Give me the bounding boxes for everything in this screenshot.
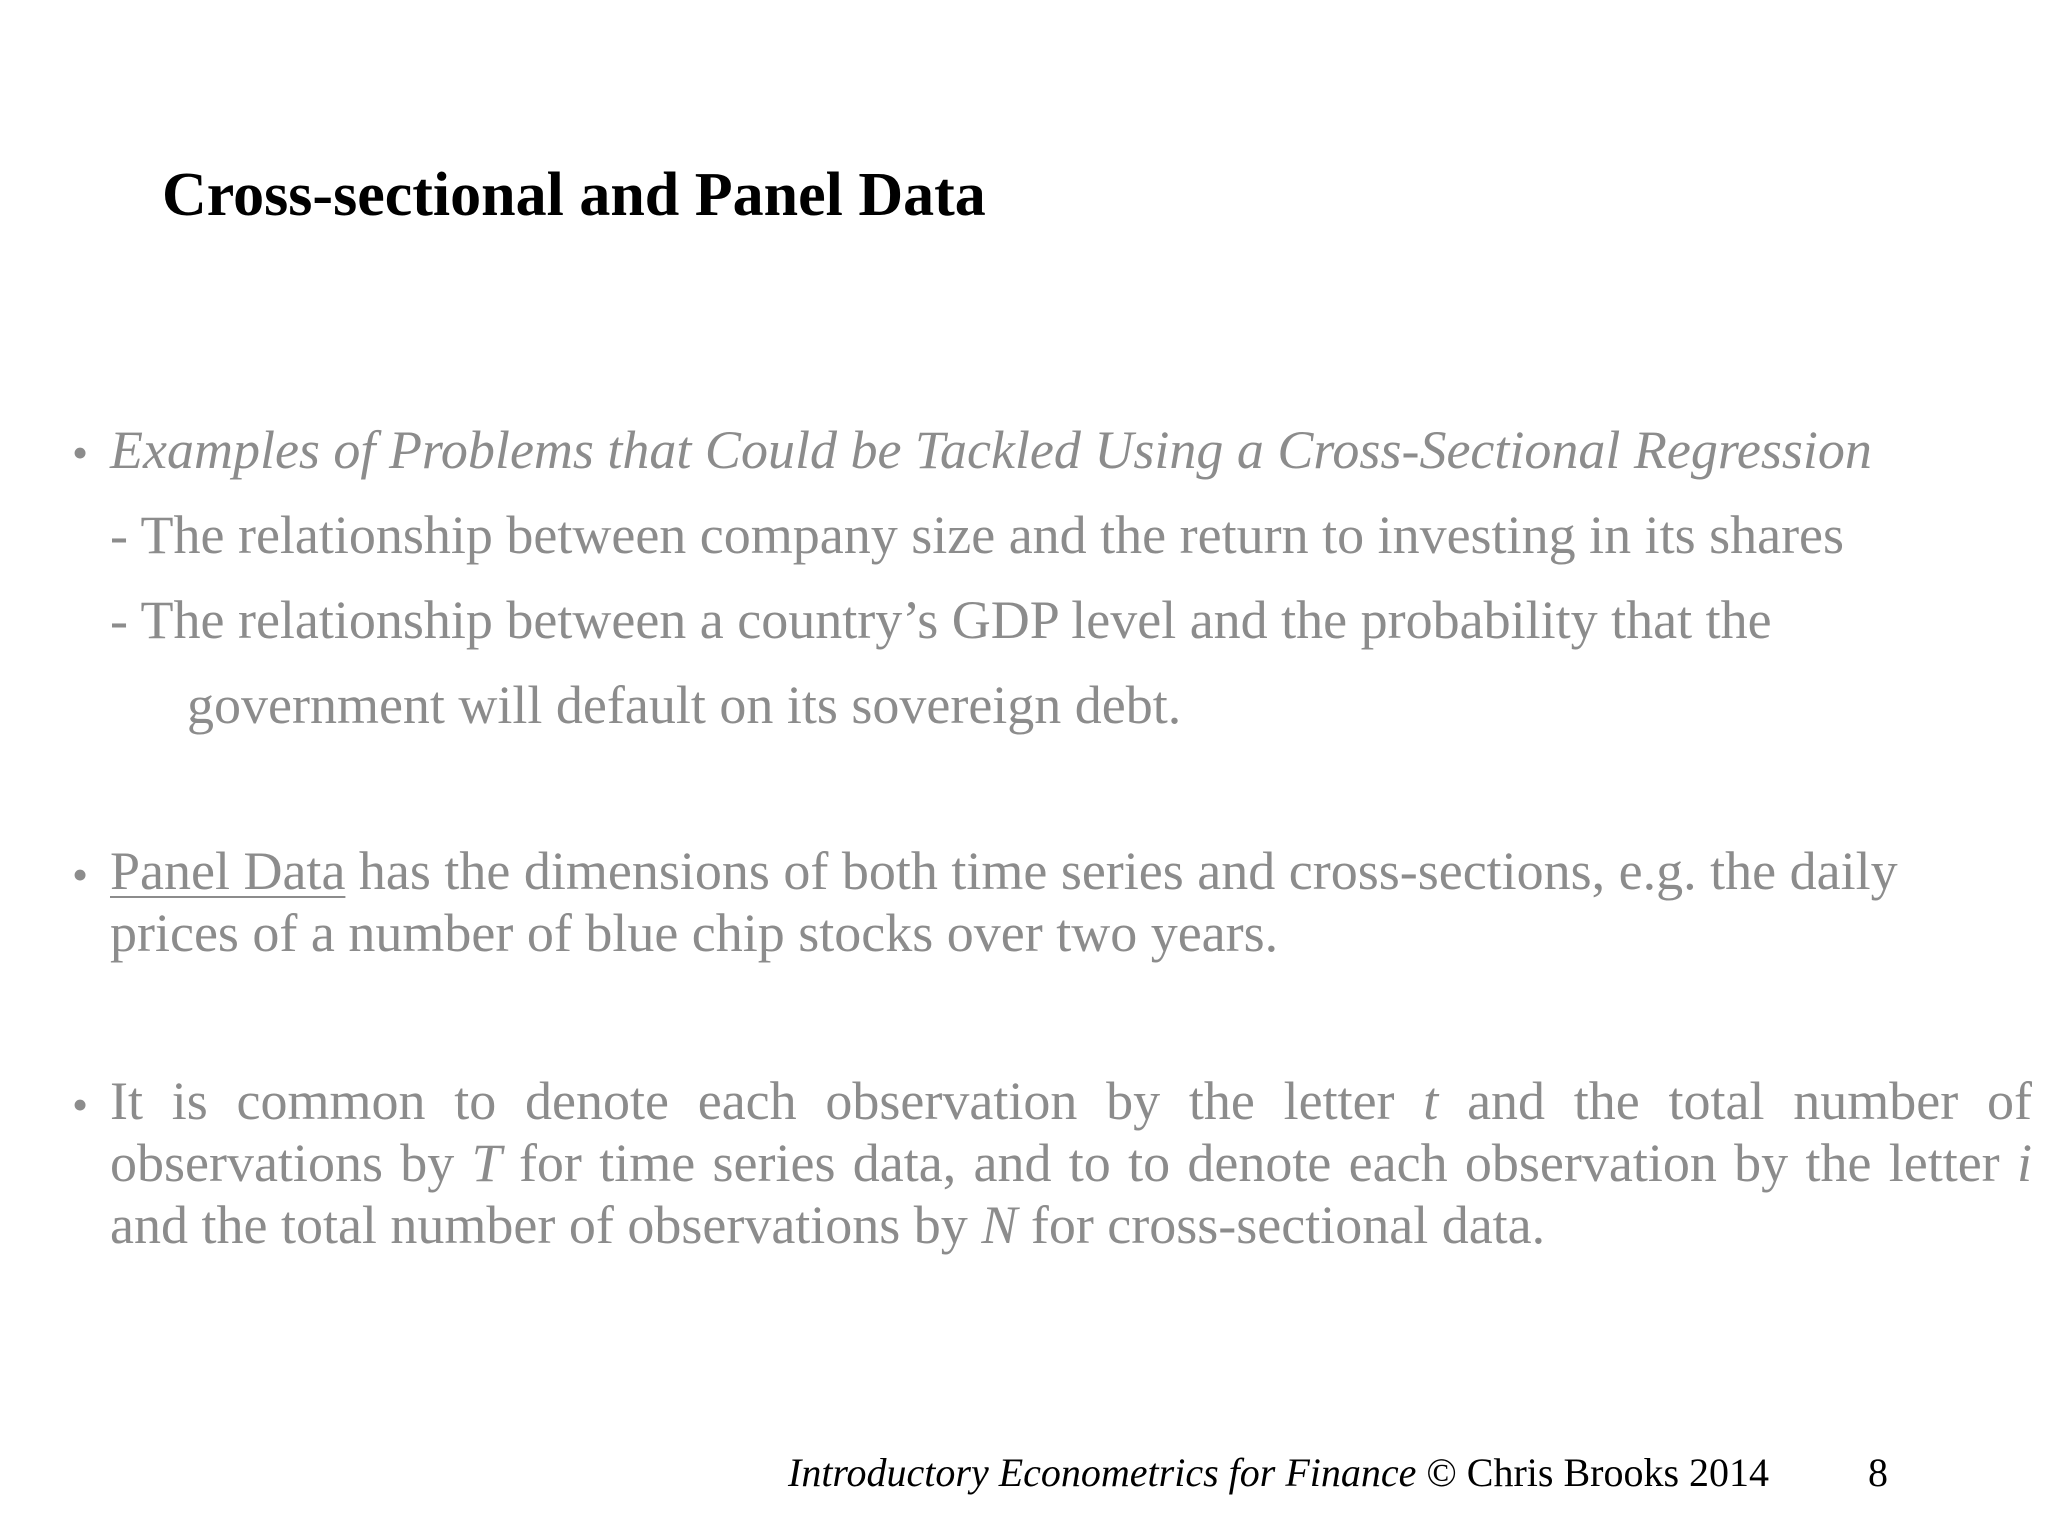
variable-N: N	[981, 1195, 1018, 1255]
examples-heading: Examples of Problems that Could be Tackled Using a Cross-Sectional Regression	[110, 420, 1872, 480]
notation-text-5: for cross-sectional data.	[1017, 1195, 1546, 1255]
panel-data-paragraph	[110, 840, 2032, 964]
bullet-marker-panel: •	[72, 849, 89, 900]
bullet-marker-examples: •	[72, 427, 89, 478]
notation-text-3: for time series data, and to to denote each observation by the letter	[501, 1133, 2017, 1193]
panel-data-term: Panel Data	[110, 841, 346, 901]
slide-title: Cross-sectional and Panel Data	[162, 161, 986, 229]
example-item-company-size: - The relationship between company size and the return to investing in its shares	[110, 505, 1845, 565]
example-item-gdp-line2: government will default on its sovereign debt.	[187, 675, 1182, 735]
example-item-gdp-line1: - The relationship between a country’s GDP level and the probability that the	[110, 590, 1772, 650]
footer-copyright: © Chris Brooks 2014	[1416, 1450, 1770, 1495]
variable-t: t	[1423, 1071, 1439, 1131]
notation-paragraph	[110, 1070, 2032, 1256]
panel-data-description: has the dimensions of both time series and cross-sections, e.g. the daily prices of a number of blue chip stocks over two years.	[110, 841, 1898, 963]
bullet-marker-notation: •	[72, 1079, 89, 1130]
variable-i: i	[2016, 1133, 2032, 1193]
variable-T: T	[471, 1133, 502, 1193]
notation-text-2: and the total number of observations by	[110, 1071, 2032, 1193]
footer-book-title: Introductory Econometrics for Finance	[788, 1450, 1417, 1495]
notation-text-4: and the total number of observations by	[110, 1195, 982, 1255]
page-number: 8	[1868, 1450, 1888, 1495]
footer-credit	[788, 1448, 1769, 1498]
notation-text-1: It is common to denote each observation by the letter	[110, 1071, 1424, 1131]
